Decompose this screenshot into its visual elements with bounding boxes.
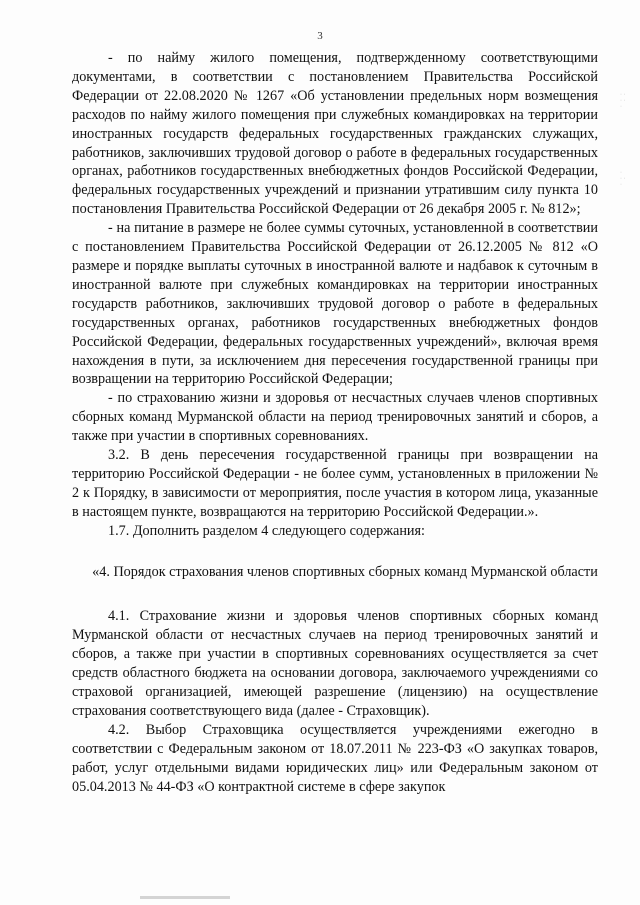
scan-smudge xyxy=(140,896,230,899)
paragraph-4-2: 4.2. Выбор Страховщика осуществляется учреждениями ежегодно в соответствии с Федеральным законом от 18.07.2011 № 223-ФЗ «О закупках товаров, работ, услуг отдельными видами юридических лиц» или Федеральным законом от 05.04.2013 № 44-ФЗ «О контрактной системе в сфере закупок xyxy=(72,721,598,795)
paragraph-4-1: 4.1. Страхование жизни и здоровья членов спортивных сборных команд Мурманской области от несчастных случаев на период тренировочных занятий и сборов, а также при участии в спортивных соревнованиях осуществляется за счет средств областного бюджета на основании договора, заключаемого учреждениями со страховой организацией, имеющей разрешение (лицензию) на осуществление страхования соответствующего вида (далее - Страховщик). xyxy=(72,608,598,719)
page-number: 3 xyxy=(317,30,323,42)
paragraph-insurance-expenses: - по страхованию жизни и здоровья от несчастных случаев членов спортивных сборных команд Мурманской области на период тренировочных занятий и сборов, а также при участии в спортивных соревнованиях. xyxy=(72,390,598,445)
paragraph-housing-expenses: - по найму жилого помещения, подтвержденному соответствующими документами, в соответствии с постановлением Правительства Российской Федерации от 22.08.2020 № 1267 «Об установлении предельных норм возмещения расходов по найму жилого помещения при служебных командировках на территории иностранных государств федеральных государственных гражданских служащих, работников, заключивших трудовой договор о работе в федеральных государственных органах, работников государственных внебюджетных фондов Российской Федерации, федеральных государственных учреждений и признании утратившим силу пункта 10 постановления Правительства Российской Федерации от 26 декабря 2005 г. № 812»; xyxy=(72,50,598,218)
paragraph-1-7: 1.7. Дополнить разделом 4 следующего содержания: xyxy=(108,522,425,539)
section-4-heading: «4. Порядок страхования членов спортивных сборных команд Мурманской области xyxy=(92,563,598,580)
paragraph-3-2: 3.2. В день пересечения государственной границы при возвращении на территорию Российской Федерации - не более сумм, установленных в приложении № 2 к Порядку, в зависимости от мероприятия, после участия в котором лица, указанные в настоящем пункте, возвращаются на территорию Российской Федерации.». xyxy=(72,447,598,520)
scan-artifact: · · · · xyxy=(620,170,626,188)
document-body xyxy=(72,49,598,797)
scan-artifact: · · · · · xyxy=(620,92,626,110)
paragraph-meal-expenses: - на питание в размере не более суммы суточных, установленной в соответствии с постановлением Правительства Российской Федерации от 26.12.2005 № 812 «О размере и порядке выплаты суточных в иностранной валюте и надбавок к суточным в иностранной валюте при служебных командировках на территории иностранных государств работников, заключивших трудовой договор о работе в федеральных государственных органах, работников государственных внебюджетных фондов Российской Федерации, федеральных государственных учреждений», включая время нахождения в пути, за исключением дня пересечения государственной границы при возвращении на территорию Российской Федерации; xyxy=(72,220,598,388)
